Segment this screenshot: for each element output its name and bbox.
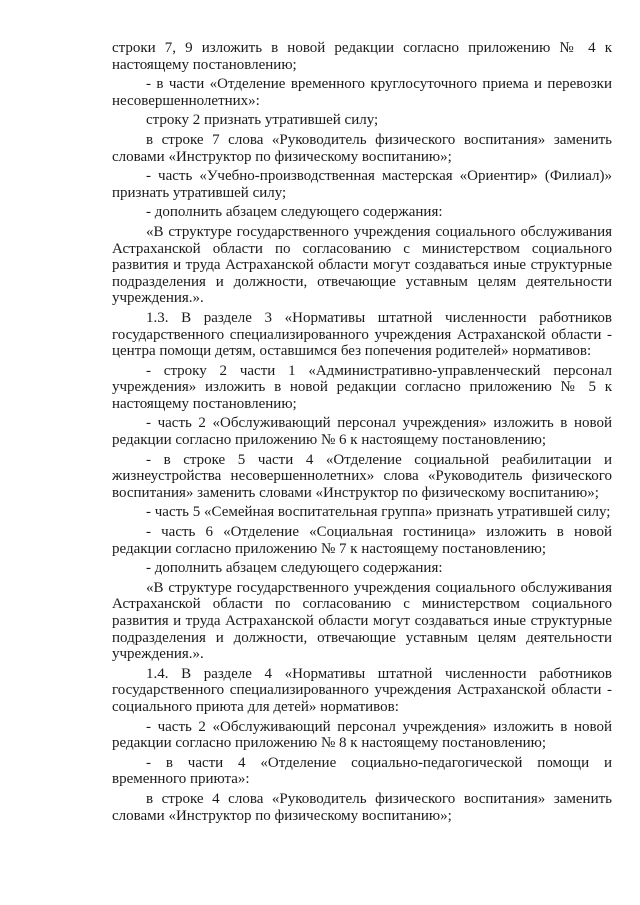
- paragraph-4: в строке 7 слова «Руководитель физического воспитания» заменить словами «Инструктор по физическому воспитанию»;: [112, 131, 612, 165]
- paragraph-12: - часть 5 «Семейная воспитательная группа» признать утратившей силу;: [146, 504, 611, 521]
- paragraph-11: - в строке 5 части 4 «Отделение социальной реабилитации и жизнеустройства несовершеннолетних» слова «Руководитель физического воспитания» заменить словами «Инструктор по физическому воспитанию»;: [112, 451, 612, 501]
- paragraph-9: - строку 2 части 1 «Административно-управленческий персонал учреждения» изложить в новой редакции согласно приложению № 5 к настоящему постановлению;: [112, 362, 612, 412]
- paragraph-15: «В структуре государственного учреждения социального обслуживания Астраханской области по согласованию с министерством социального развития и труда Астраханской области могут создаваться иные структурные подразделения и должности, отвечающие уставным целям деятельности учреждения.».: [112, 579, 612, 663]
- document-body: [112, 40, 612, 824]
- paragraph-19: в строке 4 слова «Руководитель физического воспитания» заменить словами «Инструктор по физическому воспитанию»;: [112, 790, 612, 824]
- paragraph-13: - часть 6 «Отделение «Социальная гостиница» изложить в новой редакции согласно приложению № 7 к настоящему постановлению;: [112, 524, 612, 557]
- paragraph-1: строки 7, 9 изложить в новой редакции согласно приложению № 4 к настоящему постановлению;: [112, 40, 612, 73]
- paragraph-6: - дополнить абзацем следующего содержания:: [146, 204, 443, 221]
- paragraph-8: 1.3. В разделе 3 «Нормативы штатной численности работников государственного специализированного учреждения Астраханской области - центра помощи детям, оставшимся без попечения родителей» нормативов:: [112, 309, 612, 360]
- paragraph-14: - дополнить абзацем следующего содержания:: [146, 560, 443, 577]
- paragraph-7: «В структуре государственного учреждения социального обслуживания Астраханской области по согласованию с министерством социального развития и труда Астраханской области могут создаваться иные структурные подразделения и должности, отвечающие уставным целям деятельности учреждения.».: [112, 223, 612, 307]
- paragraph-18: - в части 4 «Отделение социально-педагогической помощи и временного приюта»:: [112, 754, 612, 788]
- paragraph-17: - часть 2 «Обслуживающий персонал учреждения» изложить в новой редакции согласно приложению № 8 к настоящему постановлению;: [112, 718, 612, 752]
- paragraph-16: 1.4. В разделе 4 «Нормативы штатной численности работников государственного специализированного учреждения Астраханской области - социального приюта для детей» нормативов:: [112, 665, 612, 715]
- paragraph-2: - в части «Отделение временного круглосуточного приема и перевозки несовершеннолетних»:: [112, 76, 612, 109]
- paragraph-10: - часть 2 «Обслуживающий персонал учреждения» изложить в новой редакции согласно приложению № 6 к настоящему постановлению;: [112, 415, 612, 449]
- paragraph-3: строку 2 признать утратившей силу;: [146, 112, 379, 129]
- paragraph-5: - часть «Учебно-производственная мастерская «Ориентир» (Филиал)» признать утратившей силу;: [112, 168, 612, 201]
